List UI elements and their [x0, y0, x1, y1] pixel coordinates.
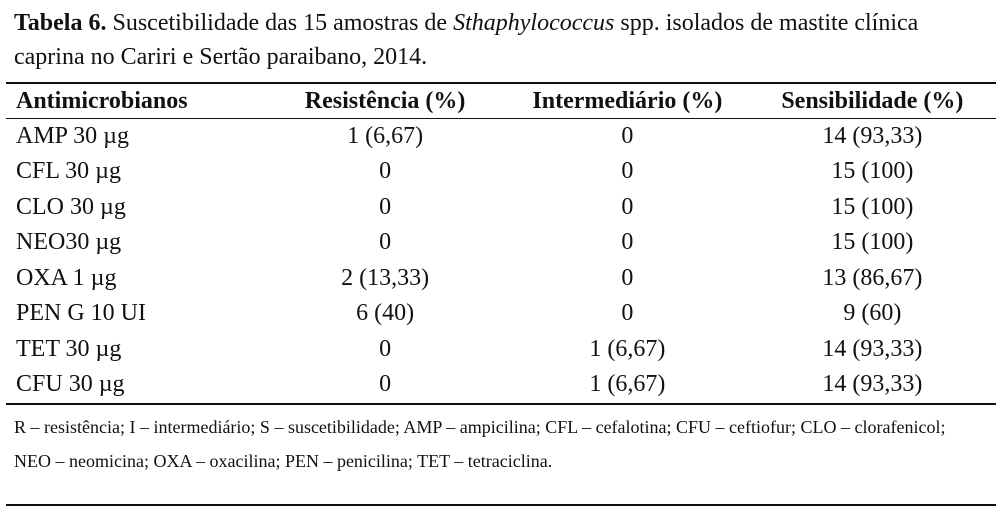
- header-sensibilidade: Sensibilidade (%): [781, 87, 964, 114]
- table-cell: 0: [621, 193, 634, 220]
- table-cell: TET 30 µg: [16, 335, 122, 362]
- table-row: [6, 118, 996, 154]
- table-cell: 0: [621, 264, 634, 291]
- table-cell: 14 (93,33): [822, 122, 923, 149]
- caption-text-after: spp. isolados de mastite clínica caprina no Cariri e Sertão paraibano, 2014.: [14, 10, 919, 70]
- table-body: [6, 118, 996, 403]
- table-cell: PEN G 10 UI: [16, 300, 146, 327]
- table-cell: 1 (6,67): [347, 122, 424, 149]
- caption-genus: Sthaphylococcus: [453, 10, 615, 36]
- table-cell: 0: [621, 158, 634, 185]
- table-cell: 15 (100): [831, 229, 914, 256]
- table-row: [6, 332, 996, 368]
- table-cell: 15 (100): [831, 158, 914, 185]
- table-cell: 1 (6,67): [589, 335, 666, 362]
- table-cell: 6 (40): [356, 300, 415, 327]
- caption-label: Tabela 6.: [14, 10, 107, 36]
- table-cell: AMP 30 µg: [16, 122, 129, 149]
- header-resistencia: Resistência (%): [304, 87, 466, 114]
- table-bottom-rule: [6, 403, 996, 405]
- table-cell: 0: [379, 335, 392, 362]
- table-cell: 2 (13,33): [341, 264, 430, 291]
- table-cell: 9 (60): [843, 300, 902, 327]
- table-cell: 13 (86,67): [822, 264, 923, 291]
- table-row: [6, 367, 996, 403]
- table-row: [6, 225, 996, 261]
- table-caption: [14, 6, 994, 74]
- table-cell: 15 (100): [831, 193, 914, 220]
- header-antimicrobianos: Antimicrobianos: [16, 87, 188, 114]
- table-cell: 0: [621, 122, 634, 149]
- header-row: [6, 84, 996, 118]
- table-cell: 14 (93,33): [822, 371, 923, 398]
- table-row: [6, 190, 996, 226]
- table-cell: 0: [379, 193, 392, 220]
- table-cell: 0: [379, 229, 392, 256]
- caption-text-before: Suscetibilidade das 15 amostras de: [106, 10, 454, 36]
- table-row: [6, 296, 996, 332]
- table-row: [6, 261, 996, 297]
- table-cell: NEO30 µg: [16, 229, 122, 256]
- footnote-bottom-rule: [6, 504, 996, 506]
- table-cell: CLO 30 µg: [16, 193, 126, 220]
- table-cell: OXA 1 µg: [16, 264, 117, 291]
- table-cell: 0: [621, 300, 634, 327]
- table-footnote: R – resistência; I – intermediário; S – suscetibilidade; AMP – ampicilina; CFL – cefalotina; CFU – ceftiofur; CLO – clorafenicol; NEO – neomicina; OXA – oxacilina; PEN – penicilina; TET – tetraciclina.: [14, 417, 946, 471]
- table-cell: 0: [379, 158, 392, 185]
- table-cell: 0: [379, 371, 392, 398]
- table-cell: CFU 30 µg: [16, 371, 125, 398]
- header-intermediario: Intermediário (%): [532, 87, 723, 114]
- table-cell: 1 (6,67): [589, 371, 666, 398]
- table-row: [6, 154, 996, 190]
- table-cell: CFL 30 µg: [16, 158, 121, 185]
- table-cell: 0: [621, 229, 634, 256]
- table-cell: 14 (93,33): [822, 335, 923, 362]
- susceptibility-table: [6, 84, 996, 403]
